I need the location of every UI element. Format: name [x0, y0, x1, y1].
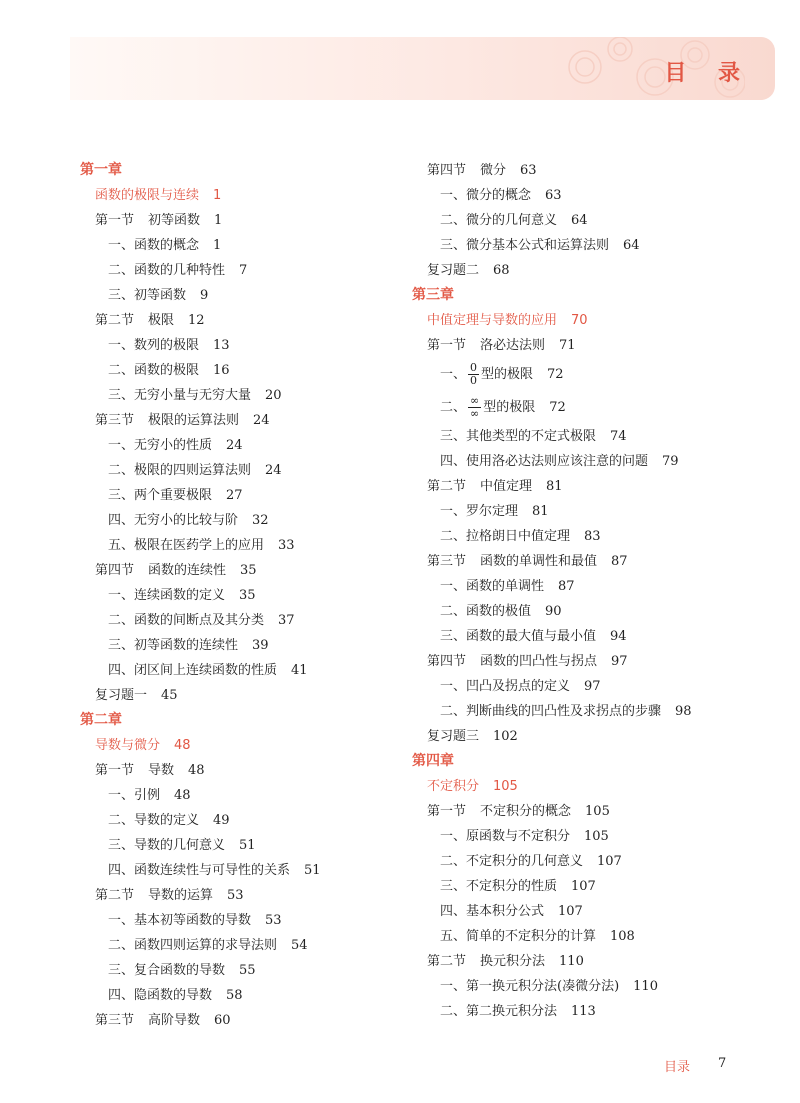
- item-entry[interactable]: [412, 849, 692, 874]
- section-number: 第二节: [427, 479, 467, 494]
- page-number: 107: [597, 854, 622, 869]
- item-title: 二、函数的极限: [108, 363, 200, 378]
- page-number: 35: [240, 563, 257, 578]
- section-number: 第一节: [427, 338, 467, 353]
- page-number: 87: [558, 579, 575, 594]
- page-number: 87: [611, 554, 628, 569]
- page-number: 105: [584, 829, 609, 844]
- item-entry[interactable]: [80, 233, 321, 258]
- page-number: 20: [265, 388, 282, 403]
- page-number: 102: [493, 729, 518, 744]
- section-entry[interactable]: [412, 949, 692, 974]
- section-entry[interactable]: [412, 799, 692, 824]
- item-entry[interactable]: [412, 183, 692, 208]
- page-number: 105: [585, 804, 610, 819]
- page-number: 72: [547, 367, 564, 382]
- page-number: 98: [675, 704, 692, 719]
- item-entry[interactable]: [80, 383, 321, 408]
- item-entry[interactable]: [80, 933, 321, 958]
- review-title: 复习题三: [427, 729, 480, 744]
- page-number: 81: [532, 504, 549, 519]
- chapter-title-text: 不定积分: [427, 779, 480, 794]
- item-entry[interactable]: [412, 674, 692, 699]
- item-title: 三、函数的最大值与最小值: [440, 629, 597, 644]
- page-number: 1: [213, 188, 222, 203]
- item-entry[interactable]: [412, 599, 692, 624]
- item-entry[interactable]: [412, 524, 692, 549]
- item-title: 型的极限: [481, 367, 534, 382]
- item-title: 二、函数的几种特性: [108, 263, 226, 278]
- page-number: 33: [278, 538, 295, 553]
- item-entry[interactable]: [80, 358, 321, 383]
- item-title: 一、函数的概念: [108, 238, 200, 253]
- item-title: 一、凹凸及拐点的定义: [440, 679, 571, 694]
- page-number: 68: [493, 263, 510, 278]
- item-entry[interactable]: [412, 974, 692, 999]
- review-title: 复习题一: [95, 688, 148, 703]
- section-entry[interactable]: [412, 549, 692, 574]
- page-number: 83: [584, 529, 601, 544]
- item-title: 二、第二换元积分法: [440, 1004, 558, 1019]
- fraction-denominator: 0: [470, 374, 478, 387]
- page-number: 110: [633, 979, 658, 994]
- item-entry[interactable]: [80, 258, 321, 283]
- item-title: 二、微分的几何意义: [440, 213, 558, 228]
- item-title: 三、微分基本公式和运算法则: [440, 238, 610, 253]
- page-number: 7: [239, 263, 248, 278]
- item-entry[interactable]: [412, 233, 692, 258]
- item-title: 一、连续函数的定义: [108, 588, 226, 603]
- footer-page-number: 7: [718, 1056, 727, 1071]
- section-title: 微分: [480, 163, 507, 178]
- page-title: 目 录: [664, 61, 752, 86]
- item-title: 四、函数连续性与可导性的关系: [108, 863, 291, 878]
- page-number: 107: [558, 904, 583, 919]
- fraction-denominator: ∞: [470, 407, 480, 420]
- item-entry[interactable]: [412, 391, 692, 424]
- item-entry[interactable]: [80, 808, 321, 833]
- page-number: 51: [239, 838, 256, 853]
- item-title: 一、基本初等函数的导数: [108, 913, 252, 928]
- item-title: 二、函数的间断点及其分类: [108, 613, 265, 628]
- page-number: 9: [200, 288, 209, 303]
- chapter-title-link[interactable]: [80, 733, 321, 758]
- chapter-heading: 第三章: [412, 287, 454, 303]
- item-title: 三、初等函数: [108, 288, 187, 303]
- page-number: 113: [571, 1004, 596, 1019]
- item-title: 三、导数的几何意义: [108, 838, 226, 853]
- section-title: 高阶导数: [148, 1013, 201, 1028]
- page-number: 70: [571, 313, 588, 328]
- item-title: 三、其他类型的不定式极限: [440, 429, 597, 444]
- page-number: 54: [291, 938, 308, 953]
- section-entry[interactable]: [80, 208, 321, 233]
- section-title: 初等函数: [148, 213, 201, 228]
- section-title: 极限: [148, 313, 175, 328]
- item-entry[interactable]: [412, 624, 692, 649]
- page-number: 16: [213, 363, 230, 378]
- section-title: 函数的凹凸性与拐点: [480, 654, 598, 669]
- item-title: 一、函数的单调性: [440, 579, 545, 594]
- item-title: 五、简单的不定积分的计算: [440, 929, 597, 944]
- page-number: 39: [252, 638, 269, 653]
- item-entry[interactable]: [80, 833, 321, 858]
- item-entry[interactable]: [412, 208, 692, 233]
- review-entry[interactable]: [80, 683, 321, 708]
- section-number: 第二节: [95, 313, 135, 328]
- page-number: 63: [520, 163, 537, 178]
- page-number: 72: [549, 400, 566, 415]
- item-entry[interactable]: [412, 999, 692, 1024]
- section-entry[interactable]: [80, 1008, 321, 1033]
- section-number: 第四节: [95, 563, 135, 578]
- item-title: 三、复合函数的导数: [108, 963, 226, 978]
- page-number: 58: [226, 988, 243, 1003]
- chapter-heading: 第一章: [80, 162, 122, 178]
- item-entry[interactable]: [80, 433, 321, 458]
- page-number: 64: [623, 238, 640, 253]
- item-title: 二、极限的四则运算法则: [108, 463, 252, 478]
- item-entry[interactable]: [412, 874, 692, 899]
- page-number: 74: [610, 429, 627, 444]
- page-number: 81: [546, 479, 563, 494]
- item-title: 四、使用洛必达法则应该注意的问题: [440, 454, 649, 469]
- page-number: 24: [226, 438, 243, 453]
- page-number: 60: [214, 1013, 231, 1028]
- item-title: 四、闭区间上连续函数的性质: [108, 663, 278, 678]
- item-entry[interactable]: [80, 633, 321, 658]
- section-number: 第四节: [427, 163, 467, 178]
- item-entry[interactable]: [412, 899, 692, 924]
- item-entry[interactable]: [412, 499, 692, 524]
- page-number: 71: [559, 338, 576, 353]
- section-number: 第四节: [427, 654, 467, 669]
- item-title: 二、拉格朗日中值定理: [440, 529, 571, 544]
- page-number: 94: [610, 629, 627, 644]
- item-entry[interactable]: [412, 699, 692, 724]
- chapter-title-text: 函数的极限与连续: [95, 188, 200, 203]
- item-title: 五、极限在医药学上的应用: [108, 538, 265, 553]
- item-title: 三、两个重要极限: [108, 488, 213, 503]
- item-prefix: 二、: [440, 400, 467, 415]
- page-number: 97: [611, 654, 628, 669]
- page-number: 32: [252, 513, 269, 528]
- page-number: 108: [610, 929, 635, 944]
- item-title: 一、原函数与不定积分: [440, 829, 571, 844]
- section-number: 第二节: [427, 954, 467, 969]
- item-title: 三、初等函数的连续性: [108, 638, 239, 653]
- section-entry[interactable]: [412, 158, 692, 183]
- item-title: 一、罗尔定理: [440, 504, 519, 519]
- item-entry[interactable]: [80, 908, 321, 933]
- chapter-title-text: 中值定理与导数的应用: [427, 313, 558, 328]
- page-number: 1: [213, 238, 222, 253]
- page-number: 51: [304, 863, 321, 878]
- toc-left-column: [80, 158, 321, 1033]
- page-number: 49: [213, 813, 230, 828]
- page-number: 41: [291, 663, 308, 678]
- item-title: 二、不定积分的几何意义: [440, 854, 584, 869]
- toc-right-column: [412, 158, 692, 1024]
- item-entry[interactable]: [412, 924, 692, 949]
- item-title: 三、无穷小量与无穷大量: [108, 388, 252, 403]
- section-number: 第三节: [427, 554, 467, 569]
- section-number: 第一节: [427, 804, 467, 819]
- item-entry[interactable]: [80, 783, 321, 808]
- review-entry[interactable]: [412, 258, 692, 283]
- page-number: 97: [584, 679, 601, 694]
- page-number: 48: [174, 738, 191, 753]
- item-entry[interactable]: [80, 858, 321, 883]
- section-entry[interactable]: [412, 333, 692, 358]
- item-entry[interactable]: [80, 583, 321, 608]
- section-title: 导数: [148, 763, 175, 778]
- section-title: 极限的运算法则: [148, 413, 240, 428]
- item-entry[interactable]: [412, 358, 692, 391]
- item-entry[interactable]: [412, 824, 692, 849]
- chapter-heading: 第二章: [80, 712, 122, 728]
- section-number: 第一节: [95, 213, 135, 228]
- item-title: 三、不定积分的性质: [440, 879, 558, 894]
- item-title: 四、基本积分公式: [440, 904, 545, 919]
- page-number: 27: [226, 488, 243, 503]
- page-number: 90: [545, 604, 562, 619]
- item-title: 一、引例: [108, 788, 161, 803]
- item-entry[interactable]: [412, 424, 692, 449]
- page-number: 1: [214, 213, 223, 228]
- item-entry[interactable]: [80, 608, 321, 633]
- section-title: 函数的单调性和最值: [480, 554, 598, 569]
- item-entry[interactable]: [412, 449, 692, 474]
- chapter-title-link[interactable]: [80, 183, 321, 208]
- chapter-title-text: 导数与微分: [95, 738, 161, 753]
- page-number: 13: [213, 338, 230, 353]
- item-entry[interactable]: [80, 333, 321, 358]
- page-number: 63: [545, 188, 562, 203]
- footer-label: 目录: [664, 1060, 691, 1075]
- fraction-numerator: ∞: [470, 394, 480, 407]
- fraction: [468, 395, 481, 420]
- section-entry[interactable]: [80, 408, 321, 433]
- page-number: 110: [559, 954, 584, 969]
- page-number: 55: [239, 963, 256, 978]
- section-number: 第三节: [95, 413, 135, 428]
- section-number: 第二节: [95, 888, 135, 903]
- page-number: 107: [571, 879, 596, 894]
- item-title: 一、微分的概念: [440, 188, 532, 203]
- item-title: 二、函数四则运算的求导法则: [108, 938, 278, 953]
- section-number: 第一节: [95, 763, 135, 778]
- section-entry[interactable]: [412, 474, 692, 499]
- item-title: 二、函数的极值: [440, 604, 532, 619]
- item-entry[interactable]: [80, 958, 321, 983]
- item-entry[interactable]: [80, 283, 321, 308]
- page-number: 24: [265, 463, 282, 478]
- item-entry[interactable]: [80, 533, 321, 558]
- section-number: 第三节: [95, 1013, 135, 1028]
- page-number: 64: [571, 213, 588, 228]
- fraction: [468, 362, 479, 387]
- section-title: 导数的运算: [148, 888, 214, 903]
- item-entry[interactable]: [80, 458, 321, 483]
- item-title: 二、判断曲线的凹凸性及求拐点的步骤: [440, 704, 662, 719]
- page-number: 53: [227, 888, 244, 903]
- item-entry[interactable]: [80, 483, 321, 508]
- item-entry[interactable]: [80, 983, 321, 1008]
- item-title: 一、第一换元积分法(凑微分法): [440, 979, 620, 994]
- item-title: 型的极限: [483, 400, 536, 415]
- page-number: 12: [188, 313, 205, 328]
- section-title: 不定积分的概念: [480, 804, 572, 819]
- review-entry[interactable]: [412, 724, 692, 749]
- page-number: 48: [174, 788, 191, 803]
- page-number: 48: [188, 763, 205, 778]
- chapter-heading: 第四章: [412, 753, 454, 769]
- page-number: 45: [161, 688, 178, 703]
- item-title: 四、无穷小的比较与阶: [108, 513, 239, 528]
- section-title: 中值定理: [480, 479, 533, 494]
- page-number: 53: [265, 913, 282, 928]
- chapter-title-link[interactable]: [412, 774, 692, 799]
- item-title: 四、隐函数的导数: [108, 988, 213, 1003]
- item-title: 一、无穷小的性质: [108, 438, 213, 453]
- review-title: 复习题二: [427, 263, 480, 278]
- section-title: 洛必达法则: [480, 338, 546, 353]
- section-title: 函数的连续性: [148, 563, 227, 578]
- section-entry[interactable]: [80, 558, 321, 583]
- section-entry[interactable]: [412, 649, 692, 674]
- item-prefix: 一、: [440, 367, 467, 382]
- section-entry[interactable]: [80, 883, 321, 908]
- item-title: 二、导数的定义: [108, 813, 200, 828]
- page-number: 105: [493, 779, 518, 794]
- section-title: 换元积分法: [480, 954, 546, 969]
- item-entry[interactable]: [80, 658, 321, 683]
- item-title: 一、数列的极限: [108, 338, 200, 353]
- page-number: 35: [239, 588, 256, 603]
- item-entry[interactable]: [412, 574, 692, 599]
- page-number: 24: [253, 413, 270, 428]
- fraction-numerator: 0: [470, 361, 478, 374]
- page-number: 37: [278, 613, 295, 628]
- section-entry[interactable]: [80, 308, 321, 333]
- chapter-title-link[interactable]: [412, 308, 692, 333]
- page-number: 79: [662, 454, 679, 469]
- item-entry[interactable]: [80, 508, 321, 533]
- section-entry[interactable]: [80, 758, 321, 783]
